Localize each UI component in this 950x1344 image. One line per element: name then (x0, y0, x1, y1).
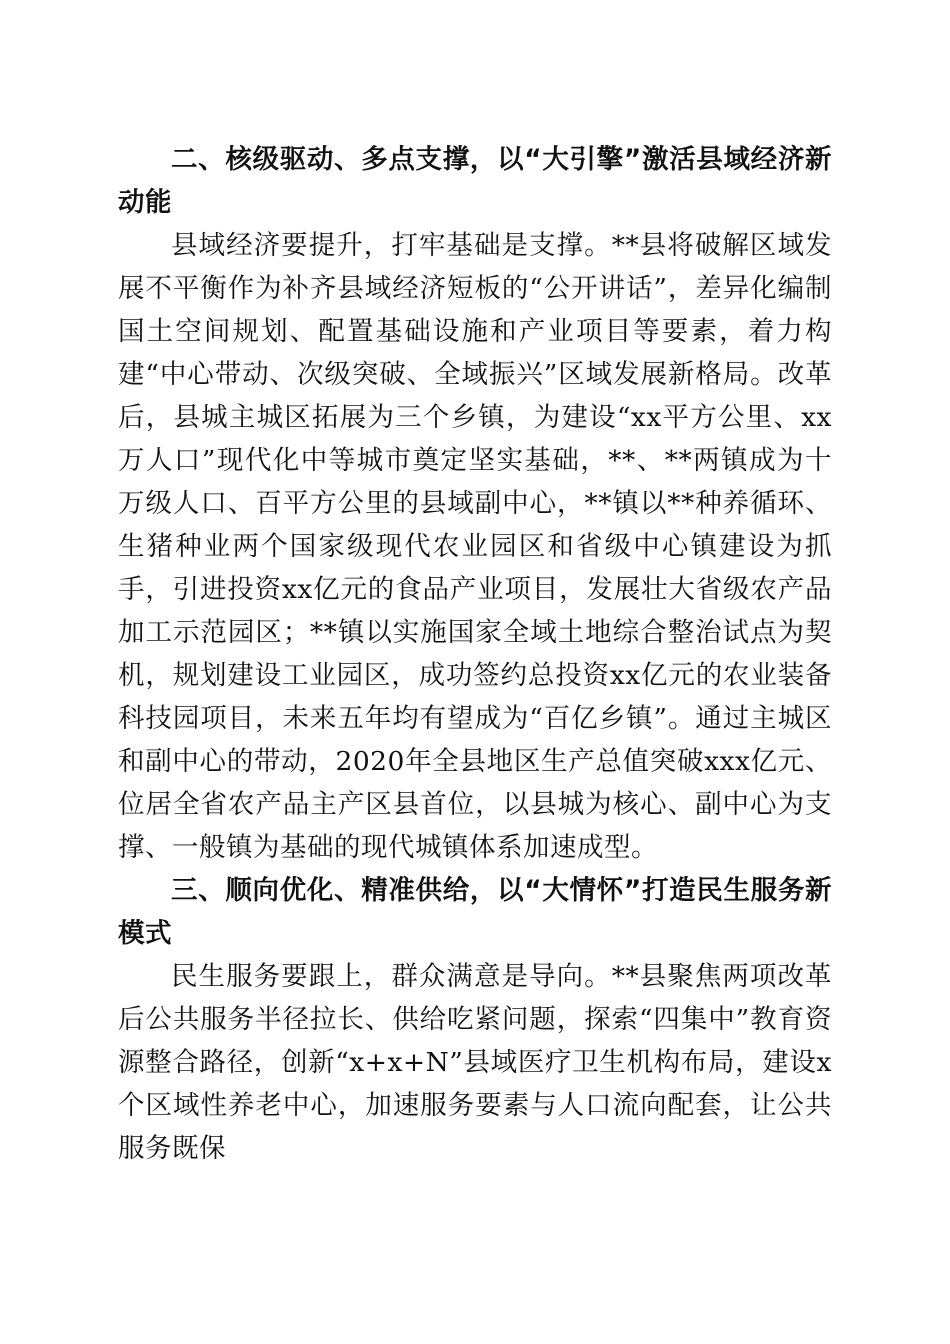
document-body (118, 138, 832, 1170)
section-paragraph-3: 民生服务要跟上，群众满意是导向。**县聚焦两项改革后公共服务半径拉长、供给吃紧问题，探索“四集中”教育资源整合路径，创新“x+x+N”县域医疗卫生机构布局，建设x个区域性养老中心，加速服务要素与人口流向配套，让公共服务既保 (118, 961, 832, 1164)
section-paragraph-2: 县域经济要提升，打牢基础是支撑。**县将破解区域发展不平衡作为补齐县域经济短板的“公开讲话”，差异化编制国土空间规划、配置基础设施和产业项目等要素，着力构建“中心带动、次级突破、全域振兴”区域发展新格局。改革后，县城主城区拓展为三个乡镇，为建设“xx平方公里、xx万人口”现代化中等城市奠定坚实基础，**、**两镇成为十万级人口、百平方公里的县域副中心，**镇以**种养循环、生猪种业两个国家级现代农业园区和省级中心镇建设为抓手，引进投资xx亿元的食品产业项目，发展壮大省级农产品加工示范园区；**镇以实施国家全域土地综合整治试点为契机，规划建设工业园区，成功签约总投资xx亿元的农业装备科技园项目，未来五年均有望成为“百亿乡镇”。通过主城区和副中心的带动，2020年全县地区生产总值突破xxx亿元、位居全省农产品主产区县首位，以县城为核心、副中心为支撑、一般镇为基础的现代城镇体系加速成型。 (118, 230, 832, 863)
section-heading-3: 三、顺向优化、精准供给，以“大情怀”打造民生服务新模式 (118, 875, 832, 949)
section-heading-2: 二、核级驱动、多点支撑，以“大引擎”激活县域经济新动能 (118, 144, 832, 218)
